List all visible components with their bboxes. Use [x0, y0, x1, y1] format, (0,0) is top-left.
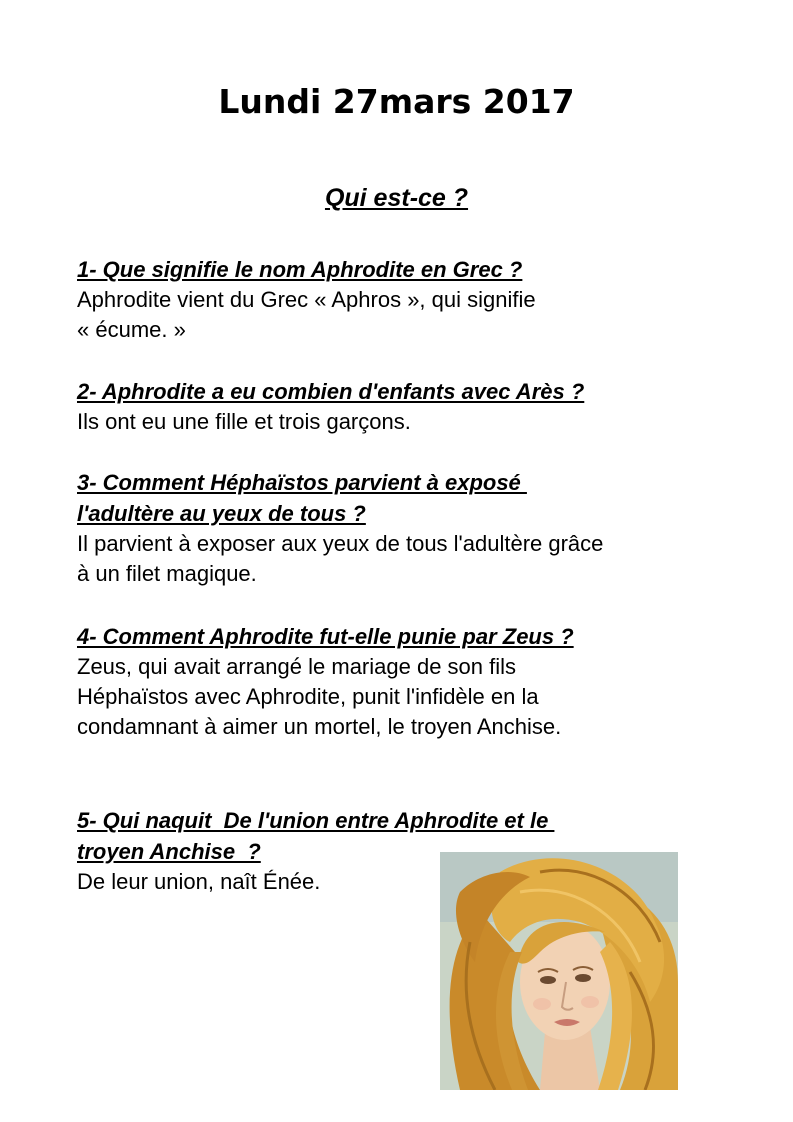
answer-4-line-3: condamnant à aimer un mortel, le troyen Anchise. — [77, 714, 562, 739]
answer-3-line-2: à un filet magique. — [77, 561, 257, 586]
qa-block-4 — [77, 621, 757, 742]
answer-4-line-2: Héphaïstos avec Aphrodite, punit l'infidèle en la — [77, 684, 539, 709]
question-2-line-1: 2- Aphrodite a eu combien d'enfants avec Arès ? — [77, 379, 585, 404]
answer-5-line-1: De leur union, naît Énée. — [77, 869, 321, 894]
question-3-line-2: l'adultère au yeux de tous ? — [77, 501, 366, 526]
question-5-line-1: 5- Qui naquit De l'union entre Aphrodite et le — [77, 808, 555, 833]
portrait-aphrodite-icon — [440, 852, 678, 1090]
question-5-line-2: troyen Anchise ? — [77, 839, 261, 864]
answer-2-line-1: Ils ont eu une fille et trois garçons. — [77, 409, 411, 434]
page-date-title: Lundi 27mars 2017 — [218, 82, 575, 121]
qa-block-1 — [77, 254, 757, 345]
qa-block-3 — [77, 467, 757, 589]
question-1-line-1: 1- Que signifie le nom Aphrodite en Grec ? — [77, 257, 523, 282]
question-4-line-1: 4- Comment Aphrodite fut-elle punie par Zeus ? — [77, 624, 574, 649]
answer-1-line-2: « écume. » — [77, 317, 186, 342]
answer-4-line-1: Zeus, qui avait arrangé le mariage de son fils — [77, 654, 517, 679]
qa-block-2 — [77, 376, 757, 437]
answer-3-line-1: Il parvient à exposer aux yeux de tous l'adultère grâce — [77, 531, 604, 556]
answer-1-line-1: Aphrodite vient du Grec « Aphros », qui signifie — [77, 287, 536, 312]
question-3-line-1: 3- Comment Héphaïstos parvient à exposé — [77, 470, 527, 495]
page-subtitle: Qui est-ce ? — [324, 184, 469, 212]
